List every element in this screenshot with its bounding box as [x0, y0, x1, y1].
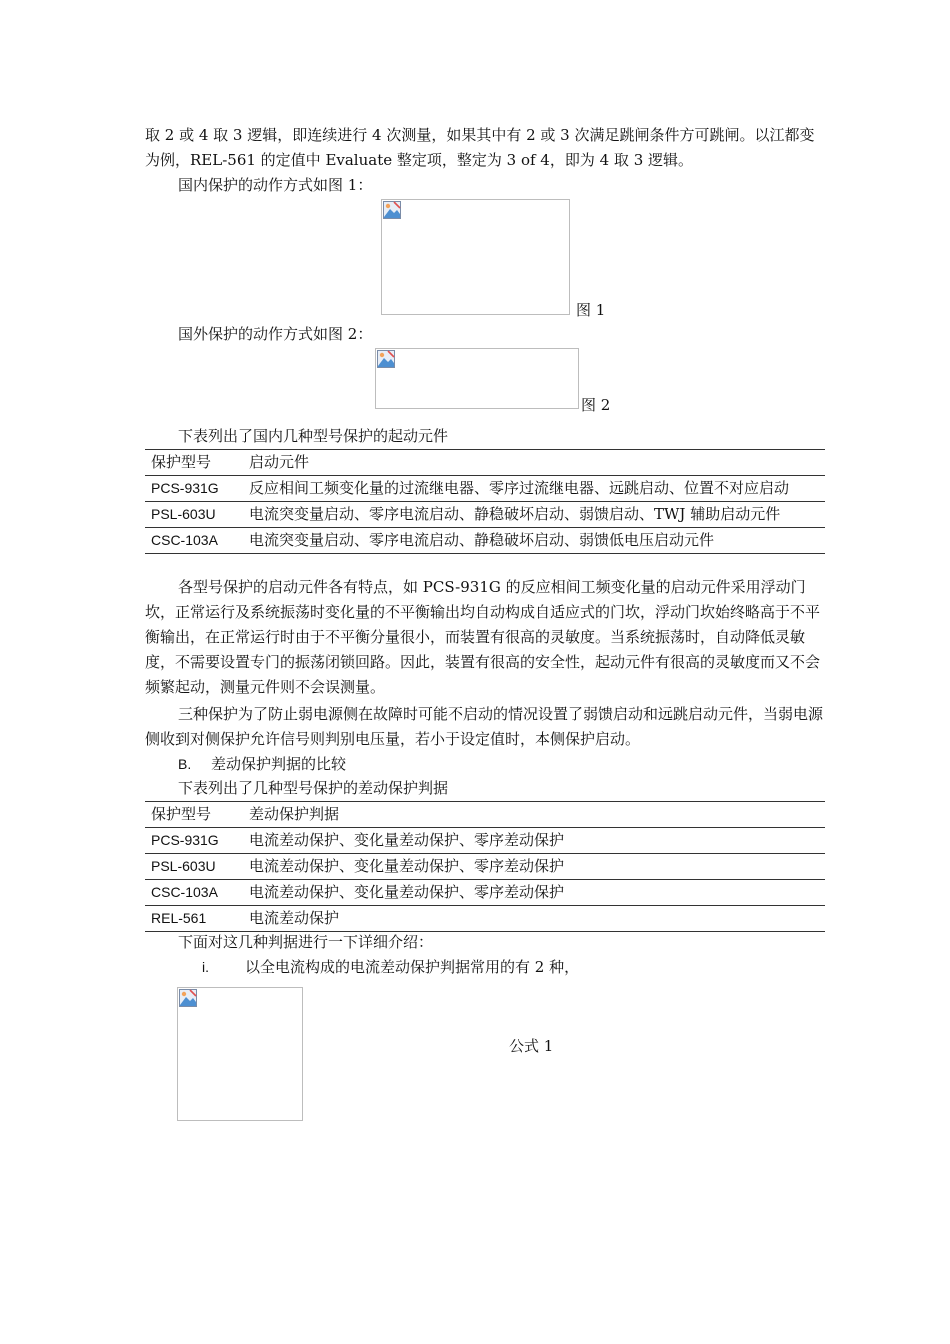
header-differential-criteria: 差动保护判据: [249, 805, 340, 823]
table-row: [145, 854, 825, 880]
formula-1-label: 公式 1: [509, 1037, 554, 1055]
differential-criteria-table: [145, 801, 825, 932]
cell-value: 电流差动保护、变化量差动保护、零序差动保护: [249, 883, 565, 901]
paragraph-evaluate-logic: 取 2 或 4 取 3 逻辑，即连续进行 4 次测量，如果其中有 2 或 3 次满足跳闸条件方可跳闸。以江都变为例，REL-561 的定值中 Evaluate 整定项，整定为 3 of 4，即为 4 取 3 逻辑。: [145, 126, 815, 169]
broken-image-icon: [377, 350, 395, 368]
cell-model: PSL-603U: [151, 858, 216, 874]
table-row: [145, 906, 825, 932]
cell-value: 电流差动保护、变化量差动保护、零序差动保护: [249, 857, 565, 875]
header-start-element: 启动元件: [249, 453, 310, 471]
cell-value: 电流突变量启动、零序电流启动、静稳破坏启动、弱馈低电压启动元件: [249, 531, 715, 549]
list-item-text: 以全电流构成的电流差动保护判据常用的有 2 种，: [245, 958, 580, 976]
table-2-intro: 下表列出了几种型号保护的差动保护判据: [178, 779, 449, 797]
cell-model: PSL-603U: [151, 506, 216, 522]
start-element-table: [145, 449, 825, 554]
table-1-intro: 下表列出了国内几种型号保护的起动元件: [178, 427, 449, 445]
table-row: [145, 828, 825, 854]
broken-image-icon: [179, 989, 197, 1007]
cell-value: 电流差动保护: [249, 909, 340, 927]
header-model: 保护型号: [151, 453, 212, 471]
section-b-marker: B.: [178, 756, 192, 772]
table-header-row: [145, 450, 825, 476]
cell-model: CSC-103A: [151, 884, 218, 900]
figure-2-image: [375, 348, 579, 409]
broken-image-icon: [383, 201, 401, 219]
section-b-title: 差动保护判据的比较: [211, 755, 347, 773]
cell-model: PCS-931G: [151, 480, 219, 496]
cell-value: 反应相间工频变化量的过流继电器、零序过流继电器、远跳启动、位置不对应启动: [249, 479, 790, 497]
paragraph-foreign-action: 国外保护的动作方式如图 2：: [178, 325, 373, 343]
figure-1-caption: 图 1: [576, 301, 606, 319]
paragraph-start-element-features: 各型号保护的启动元件各有特点，如 PCS-931G 的反应相间工频变化量的启动元件采用浮动门坎，正常运行及系统振荡时变化量的不平衡输出均自动构成自适应式的门坎，浮动门坎始终略高于不平衡输出，在正常运行时由于不平衡分量很小，而装置有很高的灵敏度。当系统振荡时，自动降低灵敏度，不需要设置专门的振荡闭锁回路。因此，装置有很高的安全性，起动元件有很高的灵敏度而又不会频繁起动，测量元件则不会误测量。: [145, 578, 821, 696]
paragraph-detail-intro: 下面对这几种判据进行一下详细介绍：: [178, 933, 434, 951]
list-item-marker: i.: [202, 959, 209, 975]
table-row: [145, 502, 825, 528]
cell-value: 电流差动保护、变化量差动保护、零序差动保护: [249, 831, 565, 849]
cell-model: PCS-931G: [151, 832, 219, 848]
cell-model: REL-561: [151, 910, 207, 926]
table-row: [145, 528, 825, 554]
table-row: [145, 476, 825, 502]
figure-1-image: [381, 199, 570, 315]
cell-model: CSC-103A: [151, 532, 218, 548]
table-row: [145, 880, 825, 906]
header-model: 保护型号: [151, 805, 212, 823]
table-header-row: [145, 802, 825, 828]
paragraph-weak-feed: 三种保护为了防止弱电源侧在故障时可能不启动的情况设置了弱馈启动和远跳启动元件，当弱电源侧收到对侧保护允许信号则判别电压量，若小于设定值时，本侧保护启动。: [145, 705, 824, 748]
cell-value: 电流突变量启动、零序电流启动、静稳破坏启动、弱馈启动、TWJ 辅助启动元件: [249, 505, 781, 523]
paragraph-domestic-action: 国内保护的动作方式如图 1：: [178, 176, 373, 194]
formula-1-image: [177, 987, 303, 1121]
figure-2-caption: 图 2: [581, 396, 611, 414]
